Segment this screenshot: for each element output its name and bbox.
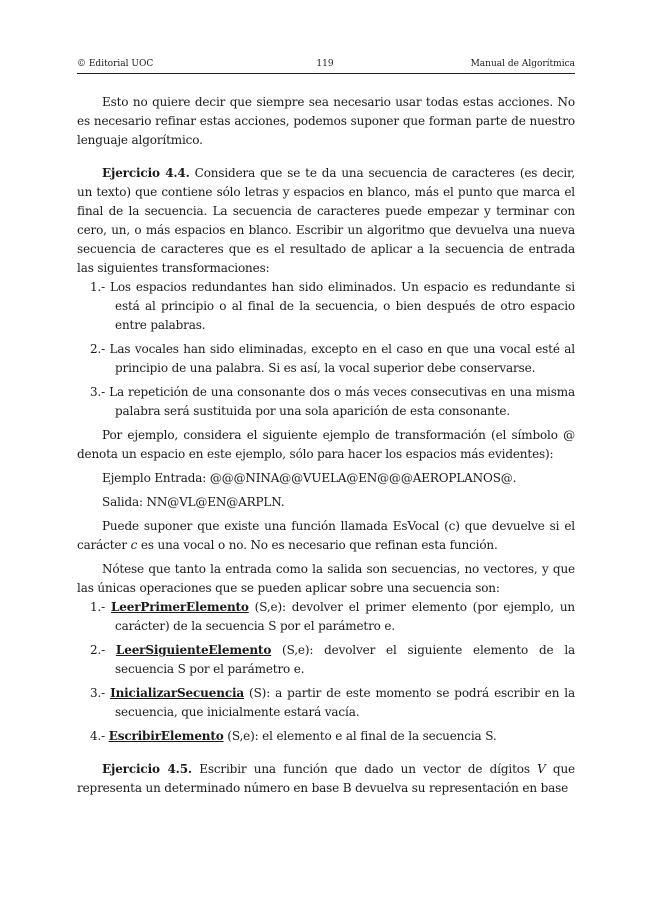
list-item: 3.- La repetición de una consonante dos o más veces consecutivas en una misma palabra será sustituida por una sola aparición de esta consonante. [90,385,575,418]
esvocal-text-b: es una vocal o no. No es necesario que refinan esta función. [137,538,498,552]
exercise-4-4-statement [77,164,575,278]
header-left: © Editorial UOC [77,59,154,69]
exercise-4-5-var: V [537,762,546,776]
header-right: Manual de Algorítmica [470,59,575,69]
operation-number: 2.- [90,643,116,657]
esvocal-text-a: Puede suponer que existe una función llamada EsVocal (c) que devuelve si el carácter [77,519,575,552]
operation-description: (S,e): el elemento e al final de la secuencia S. [223,729,497,743]
page-number: 119 [316,59,334,69]
example-intro: Por ejemplo, considera el siguiente ejemplo de transformación (el símbolo @ denota un espacio en este ejemplo, sólo para hacer los espacios más evidentes): [77,428,575,461]
operation-item [77,684,575,722]
intro-paragraph: Esto no quiere decir que siempre sea necesario usar todas estas acciones. No es necesario refinar estas acciones, podemos suponer que forman parte de nuestro lenguaje algorítmico. [77,95,575,147]
operation-name: InicializarSecuencia [110,686,245,700]
operation-item [77,641,575,679]
exercise-4-5-statement [77,760,575,798]
exercise-4-4-label: Ejercicio 4.4. [102,166,190,180]
operation-item [77,598,575,636]
page-body [77,93,575,798]
esvocal-paragraph [77,517,575,555]
exercise-4-4-text: Considera que se te da una secuencia de caracteres (es decir, un texto) que contiene sólo letras y espacios en blanco, más el punto que marca el final de la secuencia. La secuencia de caracteres puede empezar y terminar con cero, un, o más espacios en blanco. Escribir un algoritmo que devuelva una nueva secuencia de caracteres que es el resultado de aplicar a la secuencia de entrada las siguientes transformaciones: [77,166,575,275]
operation-number: 4.- [90,729,109,743]
operation-name: LeerSiguienteElemento [115,643,272,657]
operation-number: 3.- [90,686,111,700]
example-input: Ejemplo Entrada: @@@NINA@@VUELA@EN@@@AEROPLANOS@. [102,471,517,485]
exercise-4-5-label: Ejercicio 4.5. [102,762,192,776]
exercise-4-5-text-a: Escribir una función que dado un vector de dígitos [191,762,538,776]
exercise-4-5-text-b: que representa un determinado número en base B devuelva su representación en base [77,762,575,795]
esvocal-var: c [130,538,138,552]
list-item: 2.- Las vocales han sido eliminadas, excepto en el caso en que una vocal esté al principio de una palabra. Si es así, la vocal superior debe conservarse. [90,342,575,375]
header-rule [77,73,575,74]
operation-item [77,727,575,746]
example-output: Salida: NN@VL@EN@ARPLN. [102,495,285,509]
operation-name: EscribirElemento [108,729,224,743]
operation-name: LeerPrimerElemento [110,600,249,614]
operation-description: (S,e): devolver el primer elemento (por ejemplo, un carácter) de la secuencia S por el parámetro e. [115,600,575,633]
operation-description: (S): a partir de este momento se podrá escribir en la secuencia, que inicialmente estará vacía. [115,686,576,719]
operation-number: 1.- [90,600,111,614]
operations-note: Nótese que tanto la entrada como la salida son secuencias, no vectores, y que las únicas operaciones que se pueden aplicar sobre una secuencia son: [77,562,575,595]
operation-description: (S,e): devolver el siguiente elemento de la secuencia S por el parámetro e. [115,643,576,676]
list-item: 1.- Los espacios redundantes han sido eliminados. Un espacio es redundante si está al principio o al final de la secuencia, o bien después de otro espacio entre palabras. [90,280,575,332]
